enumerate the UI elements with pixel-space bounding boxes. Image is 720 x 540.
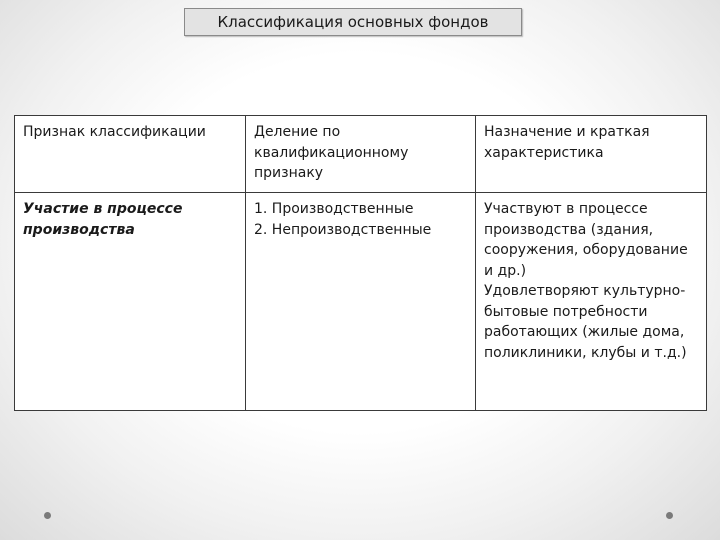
cell-description	[476, 193, 707, 411]
division-item-nonproductive: 2. Непроизводственные	[254, 221, 432, 238]
header-classification-criterion: Признак классификации	[15, 116, 246, 193]
classification-table	[14, 115, 707, 411]
criterion-text: Участие в процессе производства	[23, 201, 183, 238]
slide-title: Классификация основных фондов	[184, 8, 522, 36]
table-row	[15, 193, 707, 411]
decorative-dot-right	[666, 512, 673, 519]
description-productive: Участвуют в процессе производства (здания, сооружения, оборудование и др.)	[484, 201, 688, 279]
table-header-row	[15, 116, 707, 193]
cell-division	[246, 193, 476, 411]
header-purpose-description: Назначение и краткая характеристика	[476, 116, 707, 193]
division-item-productive: 1. Производственные	[254, 201, 414, 217]
cell-criterion	[15, 193, 246, 411]
decorative-dot-left	[44, 512, 51, 519]
description-nonproductive: Удовлетворяют культурно-бытовые потребности работающих (жилые дома, поликлиники, клубы и т.д.)	[484, 283, 687, 361]
header-division: Деление по квалификационному признаку	[246, 116, 476, 193]
